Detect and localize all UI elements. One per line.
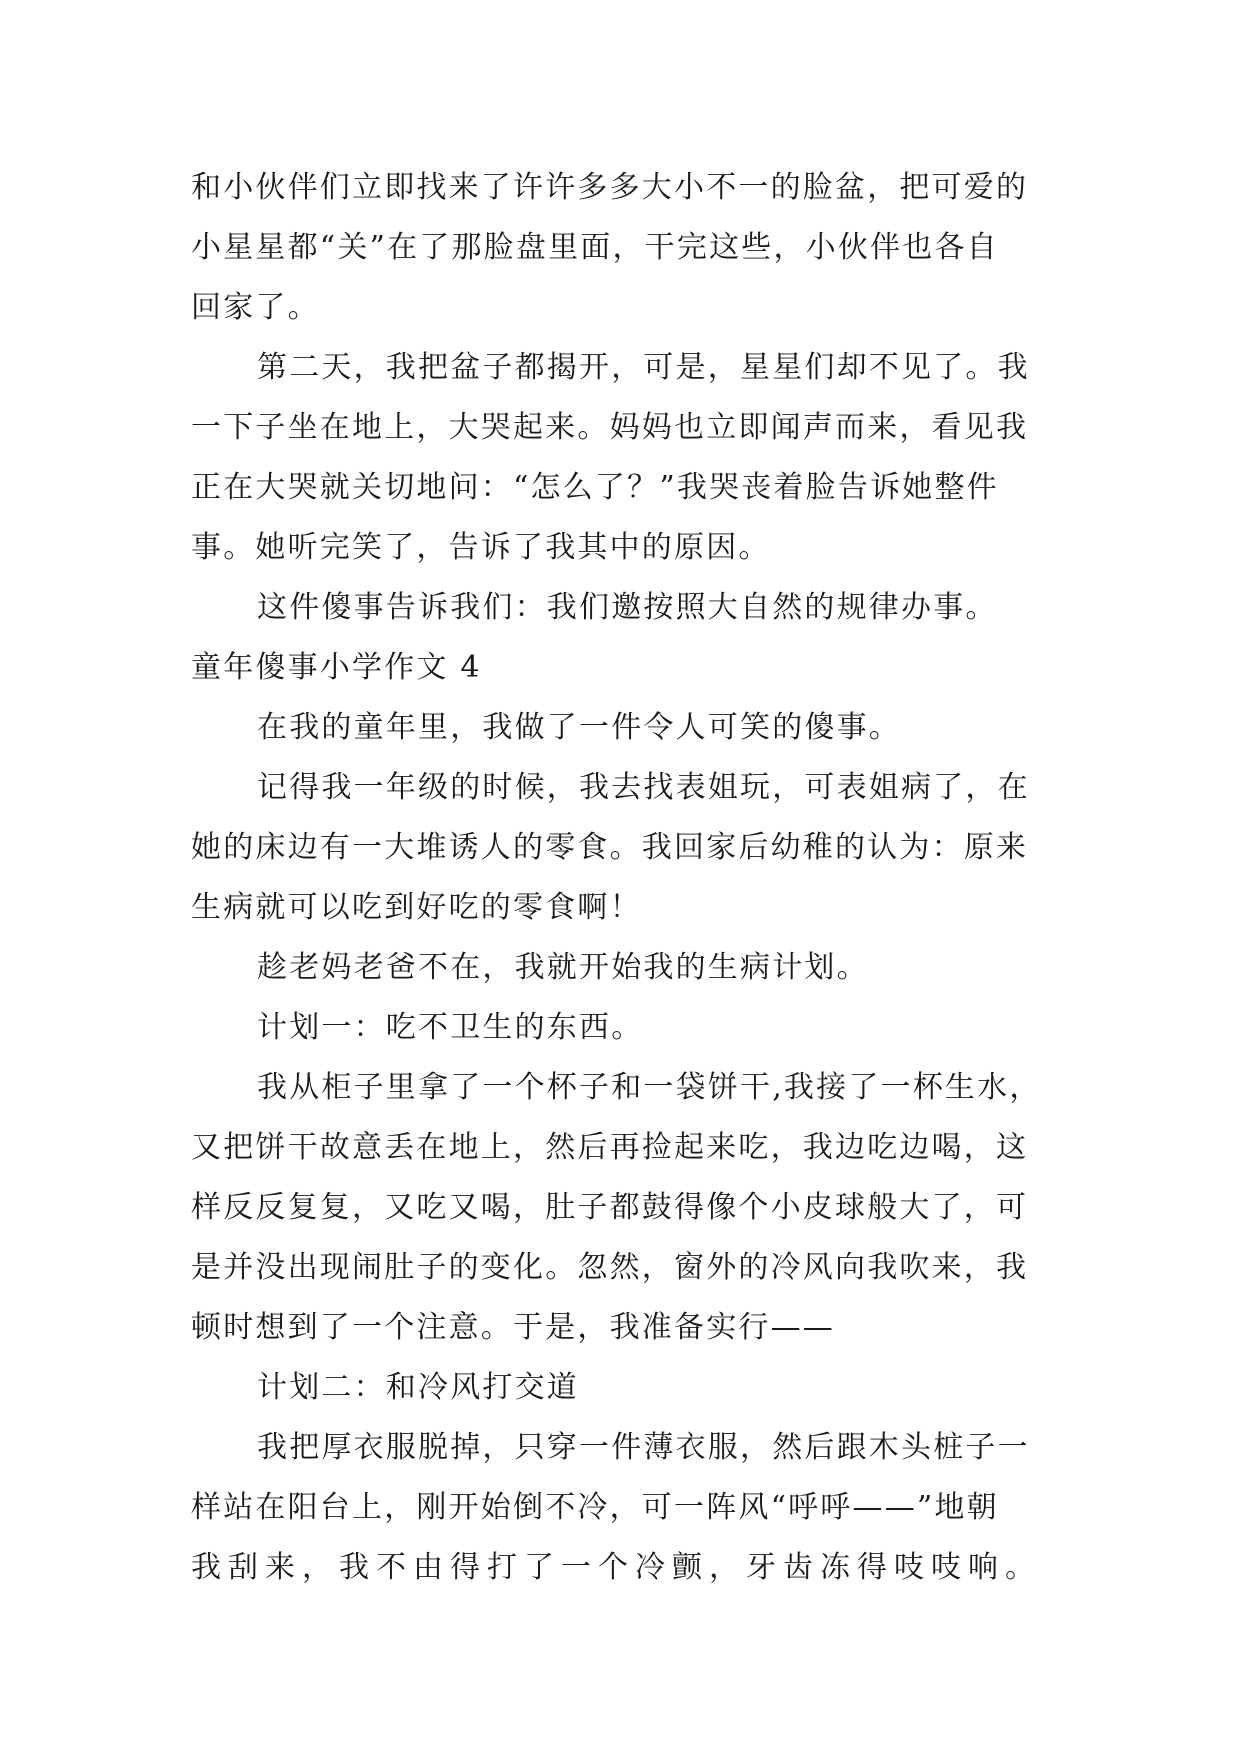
paragraph-first-line: 我把厚衣服脱掉，只穿一件薄衣服，然后跟木头桩子一 [257, 1430, 1030, 1465]
text-line: 样反反复复，又吃又喝，肚子都鼓得像个小皮球般大了，可 [191, 1190, 1029, 1225]
paragraph-first-line: 计划二：和冷风打交道 [257, 1370, 579, 1405]
paragraph-first-line: 趁老妈老爸不在，我就开始我的生病计划。 [257, 950, 869, 985]
text-line: 样站在阳台上，刚开始倒不冷，可一阵风“呼呼——”地朝 [191, 1490, 999, 1525]
text-line: 是并没出现闹肚子的变化。忽然，窗外的冷风向我吹来，我 [191, 1250, 1029, 1285]
paragraph-first-line: 计划一：吃不卫生的东西。 [257, 1010, 644, 1045]
text-line: 一下子坐在地上，大哭起来。妈妈也立即闻声而来，看见我 [191, 410, 1029, 445]
text-line: 顿时想到了一个注意。于是，我准备实行—— [191, 1310, 835, 1345]
text-line: 小星星都“关”在了那脸盘里面，干完这些，小伙伴也各自 [191, 230, 999, 265]
text-line: 正在大哭就关切地问：“怎么了？”我哭丧着脸告诉她整件 [191, 470, 999, 505]
text-line: 她的床边有一大堆诱人的零食。我回家后幼稚的认为：原来 [191, 830, 1029, 865]
text-line: 回家了。 [191, 290, 320, 325]
document-page [191, 158, 1053, 1598]
paragraph-first-line: 第二天，我把盆子都揭开，可是，星星们却不见了。我 [257, 350, 1030, 385]
text-line: 我刮来，我不由得打了一个冷颤，牙齿冻得吱吱响。 [191, 1550, 1042, 1585]
paragraph-first-line: 这件傻事告诉我们：我们邀按照大自然的规律办事。 [257, 590, 998, 625]
paragraph-first-line: 我从柜子里拿了一个杯子和一袋饼干,我接了一杯生水， [257, 1070, 1042, 1105]
text-line: 又把饼干故意丢在地上，然后再捡起来吃，我边吃边喝，这 [191, 1130, 1029, 1165]
paragraph-first-line: 记得我一年级的时候，我去找表姐玩，可表姐病了，在 [257, 770, 1030, 805]
text-line: 事。她听完笑了，告诉了我其中的原因。 [191, 530, 771, 565]
text-line: 和小伙伴们立即找来了许许多多大小不一的脸盆，把可爱的 [191, 170, 1029, 205]
paragraph-first-line: 在我的童年里，我做了一件令人可笑的傻事。 [257, 710, 901, 745]
section-heading: 童年傻事小学作文 4 [191, 650, 482, 685]
text-line: 生病就可以吃到好吃的零食啊！ [191, 890, 642, 925]
